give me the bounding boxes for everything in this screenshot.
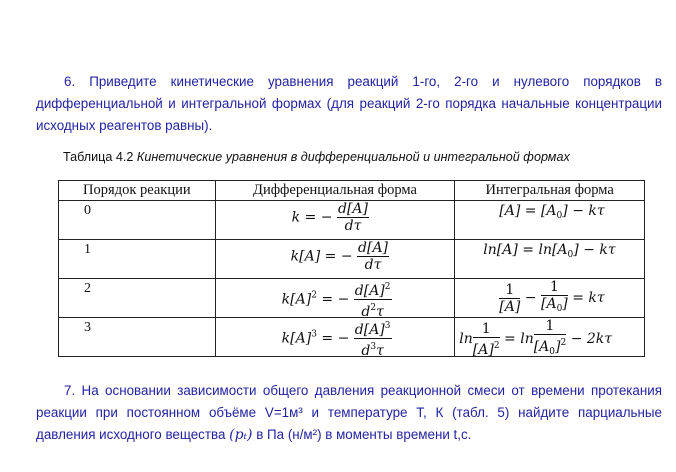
order-cell: 2: [59, 279, 216, 318]
table-header-row: [59, 181, 645, 201]
table-title: Кинетические уравнения в дифференциальной и интегральной формах: [136, 150, 570, 164]
integral-formula: $\frac{1}{[A]}$ − $\frac{1}{[A_0]}$ = kτ: [455, 279, 645, 318]
order-cell: 3: [59, 318, 216, 357]
differential-formula: $k[A]^2$ = − $\frac{d[A]^2}{d^2\tau}$: [215, 279, 455, 318]
table-row: [59, 279, 645, 318]
partial-pressure-symbol: (pₜ): [229, 427, 253, 443]
integral-formula: $[A] = [A_0] - k\tau$: [455, 201, 645, 240]
header-order: Порядок реакции: [59, 181, 216, 201]
integral-formula: $\ln[A] = \ln[A_0] - k\tau$: [455, 240, 645, 279]
differential-formula: k[A] = − $\frac{d[A]}{d\tau}$: [215, 240, 455, 279]
paragraph-question-7: 7. На основании зависимости общего давления реакционной смеси от времени протекания реакции при постоянном объёме V=1м³ и температуре Т, К (табл. 5) найдите парциальные давления исходного вещества (pₜ) в Па (н/м²) в моменты времени t,с.: [36, 383, 662, 443]
kinetic-equations-table: [58, 180, 645, 357]
table-row: [59, 240, 645, 279]
table-row: [59, 318, 645, 357]
order-cell: 1: [59, 240, 216, 279]
table-number: Таблица 4.2: [63, 150, 137, 164]
order-cell: 0: [59, 201, 216, 240]
header-differential: Дифференциальная форма: [215, 181, 455, 201]
paragraph-question-6: 6. Приведите кинетические уравнения реакций 1-го, 2-го и нулевого порядков в дифференциальной и интегральной формах (для реакций 2-го порядка начальные концентрации исходных реагентов равны).: [36, 74, 662, 133]
header-integral: Интегральная форма: [455, 181, 645, 201]
differential-formula: $k[A]^3$ = − $\frac{d[A]^3}{d^3\tau}$: [215, 318, 455, 357]
table-caption: [63, 150, 570, 164]
integral-formula: ln $\frac{1}{[A]^2}$ = ln $\frac{1}{[A_0]^2}$ − 2kτ: [455, 318, 645, 357]
differential-formula: k = − $\frac{d[A]}{d\tau}$: [215, 201, 455, 240]
table-row: [59, 201, 645, 240]
